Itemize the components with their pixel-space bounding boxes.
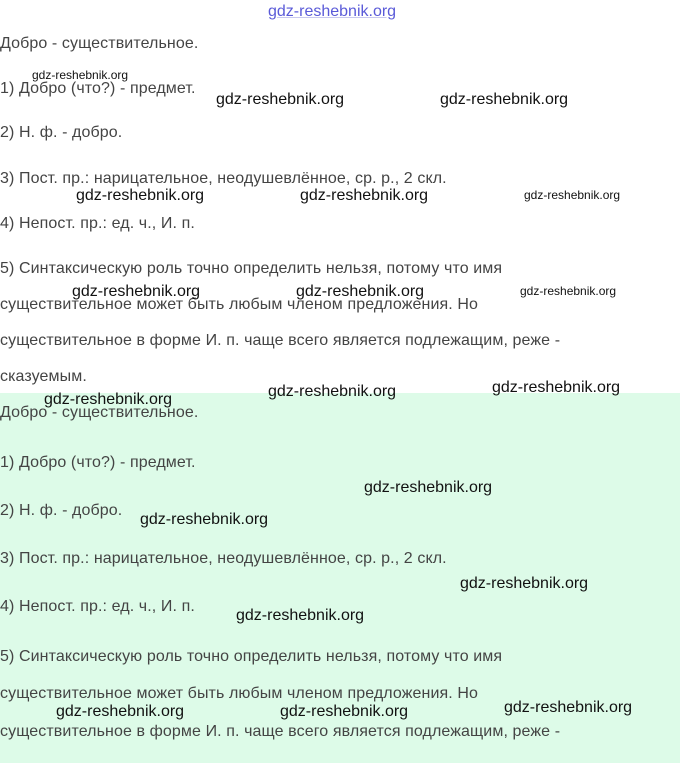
block1-item-5-line-1: 5) Синтаксическую роль точно определить нельзя, потому что имя bbox=[0, 260, 503, 277]
block2-item-4: 4) Непост. пр.: ед. ч., И. п. bbox=[0, 598, 195, 615]
block2-title: Добро - существительное. bbox=[0, 404, 199, 421]
block1-item-4: 4) Непост. пр.: ед. ч., И. п. bbox=[0, 215, 195, 232]
watermark: gdz-reshebnik.org bbox=[296, 283, 425, 300]
watermark: gdz-reshebnik.org bbox=[140, 511, 269, 528]
watermark: gdz-reshebnik.org bbox=[72, 283, 201, 300]
block2-item-3: 3) Пост. пр.: нарицательное, неодушевлённое, ср. р., 2 скл. bbox=[0, 550, 447, 567]
watermark: gdz-reshebnik.org bbox=[460, 575, 589, 592]
watermark: gdz-reshebnik.org bbox=[216, 91, 345, 108]
block1-item-3: 3) Пост. пр.: нарицательное, неодушевлённое, ср. р., 2 скл. bbox=[0, 170, 447, 187]
watermark: gdz-reshebnik.org bbox=[32, 68, 129, 82]
block1-item-5-line-2: существительное может быть любым членом предложения. Но bbox=[0, 296, 479, 313]
watermark: gdz-reshebnik.org bbox=[56, 703, 185, 720]
watermark: gdz-reshebnik.org bbox=[44, 391, 173, 408]
watermark: gdz-reshebnik.org bbox=[520, 284, 617, 298]
watermark: gdz-reshebnik.org bbox=[236, 607, 365, 624]
watermark: gdz-reshebnik.org bbox=[364, 479, 493, 496]
watermark: gdz-reshebnik.org bbox=[440, 91, 569, 108]
watermark: gdz-reshebnik.org bbox=[492, 379, 621, 396]
block1-title: Добро - существительное. bbox=[0, 35, 199, 52]
block1-item-2: 2) Н. ф. - добро. bbox=[0, 124, 123, 141]
watermark: gdz-reshebnik.org bbox=[268, 383, 397, 400]
block2-item-5-line-2: существительное может быть любым членом предложения. Но bbox=[0, 685, 479, 702]
watermark: gdz-reshebnik.org bbox=[524, 188, 621, 202]
block2-item-5-line-1: 5) Синтаксическую роль точно определить нельзя, потому что имя bbox=[0, 648, 503, 665]
block2-item-2: 2) Н. ф. - добро. bbox=[0, 502, 123, 519]
watermark: gdz-reshebnik.org bbox=[300, 187, 429, 204]
block2-item-1: 1) Добро (что?) - предмет. bbox=[0, 454, 196, 471]
block1-item-5-line-4: сказуемым. bbox=[0, 368, 87, 385]
watermark: gdz-reshebnik.org bbox=[76, 187, 205, 204]
block1-item-1: 1) Добро (что?) - предмет. bbox=[0, 80, 196, 97]
block2-item-5-line-3: существительное в форме И. п. чаще всего является подлежащим, реже - bbox=[0, 723, 561, 740]
watermark: gdz-reshebnik.org bbox=[280, 703, 409, 720]
watermark: gdz-reshebnik.org bbox=[504, 699, 633, 716]
header-watermark-link[interactable]: gdz-reshebnik.org bbox=[268, 3, 397, 20]
block1-item-5-line-3: существительное в форме И. п. чаще всего является подлежащим, реже - bbox=[0, 332, 561, 349]
